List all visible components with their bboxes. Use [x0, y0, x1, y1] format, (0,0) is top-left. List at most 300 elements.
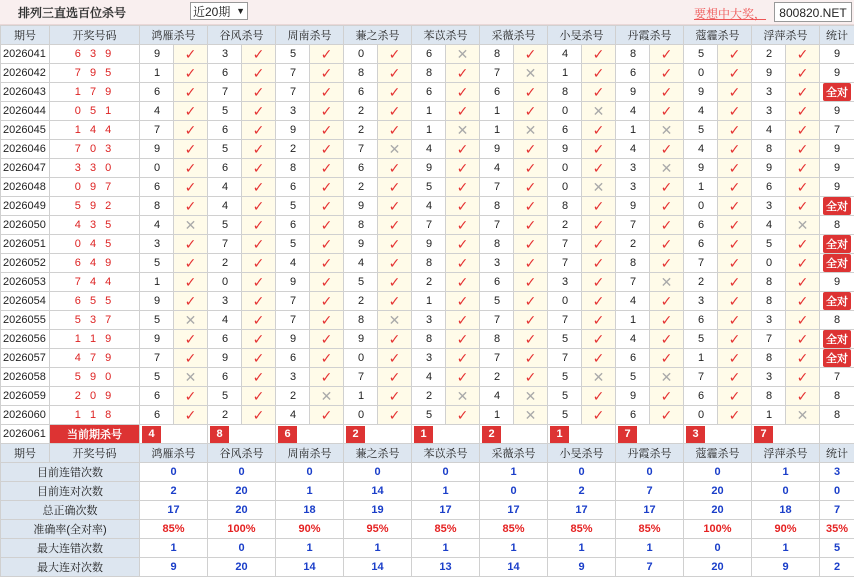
kill-number-cell: 8	[752, 140, 786, 159]
kill-number-cell: 9	[684, 83, 718, 102]
kill-number-cell: 1	[684, 349, 718, 368]
kill-number-cell: 2	[208, 254, 242, 273]
stat-cell: 9	[820, 102, 854, 121]
stat-cell	[820, 197, 854, 216]
kill-number-cell: 9	[140, 45, 174, 64]
check-icon: ✓	[174, 254, 208, 273]
kill-number-cell: 0	[344, 45, 378, 64]
kill-number-cell: 4	[616, 102, 650, 121]
check-icon: ✓	[242, 254, 276, 273]
stat-cell: 9	[820, 273, 854, 292]
kill-number-cell: 8	[752, 349, 786, 368]
summary-col-expert: 鸿雁杀号	[140, 444, 208, 463]
check-icon: ✓	[310, 368, 344, 387]
kill-number-cell: 3	[548, 273, 582, 292]
all-correct-badge: 全对	[823, 83, 851, 101]
issue-cell: 2026051	[1, 235, 50, 254]
summary-row	[1, 482, 854, 501]
current-kill-cell	[480, 425, 548, 444]
kill-number-cell: 5	[684, 121, 718, 140]
kill-number-cell: 6	[480, 273, 514, 292]
check-icon: ✓	[378, 349, 412, 368]
summary-value: 85%	[616, 520, 684, 539]
check-icon: ✓	[310, 178, 344, 197]
kill-number-cell: 1	[344, 387, 378, 406]
draw-number-cell: 6 5 5	[50, 292, 140, 311]
check-icon: ✓	[786, 235, 820, 254]
kill-number-cell: 5	[412, 406, 446, 425]
check-icon: ✓	[446, 178, 480, 197]
kill-number-cell: 9	[276, 121, 310, 140]
kill-number-cell: 7	[344, 140, 378, 159]
cross-icon: ✕	[174, 368, 208, 387]
kill-number-cell: 7	[140, 121, 174, 140]
check-icon: ✓	[786, 140, 820, 159]
col-header-issue: 期号	[1, 26, 50, 45]
kill-number-cell: 6	[208, 121, 242, 140]
check-icon: ✓	[378, 216, 412, 235]
kill-number-cell: 3	[752, 102, 786, 121]
check-icon: ✓	[310, 254, 344, 273]
kill-number-cell: 3	[140, 235, 174, 254]
kill-number-cell: 4	[276, 254, 310, 273]
stat-cell	[820, 83, 854, 102]
check-icon: ✓	[242, 216, 276, 235]
kill-number-cell: 8	[480, 235, 514, 254]
kill-number-cell: 2	[548, 216, 582, 235]
summary-value: 0	[752, 482, 820, 501]
table-row	[1, 387, 854, 406]
summary-value: 17	[412, 501, 480, 520]
kill-number-cell: 1	[412, 102, 446, 121]
check-icon: ✓	[242, 235, 276, 254]
check-icon: ✓	[446, 273, 480, 292]
stat-cell: 8	[820, 406, 854, 425]
draw-number-cell: 0 5 1	[50, 102, 140, 121]
check-icon: ✓	[446, 102, 480, 121]
kill-number-cell: 3	[752, 83, 786, 102]
kill-number-cell: 4	[548, 45, 582, 64]
kill-number-cell: 3	[616, 178, 650, 197]
check-icon: ✓	[310, 159, 344, 178]
kill-number-cell: 6	[208, 330, 242, 349]
check-icon: ✓	[446, 140, 480, 159]
kill-number-cell: 9	[208, 349, 242, 368]
draw-number-cell: 4 3 5	[50, 216, 140, 235]
summary-value: 0	[412, 463, 480, 482]
check-icon: ✓	[378, 292, 412, 311]
check-icon: ✓	[718, 64, 752, 83]
draw-number-cell: 5 3 7	[50, 311, 140, 330]
kill-number-cell: 2	[616, 235, 650, 254]
kill-number-cell: 7	[480, 311, 514, 330]
check-icon: ✓	[718, 235, 752, 254]
check-icon: ✓	[718, 406, 752, 425]
kill-number-cell: 6	[684, 216, 718, 235]
check-icon: ✓	[310, 406, 344, 425]
kill-number-cell: 8	[480, 45, 514, 64]
summary-value: 0	[140, 463, 208, 482]
kill-number-cell: 8	[752, 273, 786, 292]
kill-number-cell: 9	[684, 159, 718, 178]
kill-number-cell: 7	[208, 235, 242, 254]
period-select[interactable]	[190, 2, 248, 20]
check-icon: ✓	[514, 140, 548, 159]
kill-number-cell: 0	[344, 406, 378, 425]
check-icon: ✓	[514, 45, 548, 64]
check-icon: ✓	[786, 45, 820, 64]
summary-value: 0	[616, 463, 684, 482]
cross-icon: ✕	[174, 216, 208, 235]
summary-value: 20	[208, 482, 276, 501]
kill-number-cell: 9	[344, 235, 378, 254]
check-icon: ✓	[786, 102, 820, 121]
stat-cell: 9	[820, 178, 854, 197]
kill-number-cell: 1	[412, 121, 446, 140]
kill-number-cell: 6	[140, 387, 174, 406]
page-title: 排列三直选百位杀号	[18, 6, 127, 20]
kill-number-cell: 6	[412, 83, 446, 102]
summary-col-expert: 采薇杀号	[480, 444, 548, 463]
table-row	[1, 83, 854, 102]
kill-number-cell: 9	[140, 140, 174, 159]
check-icon: ✓	[582, 140, 616, 159]
kill-number-cell: 2	[412, 387, 446, 406]
check-icon: ✓	[378, 406, 412, 425]
kill-number-cell: 1	[140, 64, 174, 83]
check-icon: ✓	[446, 311, 480, 330]
summary-value: 0	[276, 463, 344, 482]
summary-value: 18	[276, 501, 344, 520]
current-kill-cell	[548, 425, 616, 444]
kill-number-cell: 0	[684, 406, 718, 425]
check-icon: ✓	[514, 83, 548, 102]
check-icon: ✓	[650, 292, 684, 311]
draw-number-cell: 1 7 9	[50, 83, 140, 102]
kill-number-cell: 2	[684, 273, 718, 292]
kill-number-cell: 3	[276, 102, 310, 121]
check-icon: ✓	[378, 235, 412, 254]
check-icon: ✓	[718, 178, 752, 197]
kill-number-cell: 2	[480, 368, 514, 387]
issue-cell: 2026060	[1, 406, 50, 425]
summary-value: 20	[208, 501, 276, 520]
check-icon: ✓	[174, 273, 208, 292]
check-icon: ✓	[242, 273, 276, 292]
kill-number-cell: 9	[752, 159, 786, 178]
summary-stat-value: 3	[820, 463, 854, 482]
kill-number-cell: 1	[412, 292, 446, 311]
cross-icon: ✕	[514, 406, 548, 425]
check-icon: ✓	[718, 83, 752, 102]
check-icon: ✓	[650, 216, 684, 235]
all-correct-badge: 全对	[823, 349, 851, 367]
summary-value: 7	[616, 482, 684, 501]
check-icon: ✓	[786, 159, 820, 178]
stat-cell: 8	[820, 387, 854, 406]
check-icon: ✓	[650, 64, 684, 83]
summary-row	[1, 463, 854, 482]
check-icon: ✓	[446, 159, 480, 178]
all-correct-badge: 全对	[823, 197, 851, 215]
period-select-value: 近20期	[193, 5, 231, 19]
issue-cell: 2026041	[1, 45, 50, 64]
all-correct-badge: 全对	[823, 254, 851, 272]
check-icon: ✓	[718, 273, 752, 292]
col-header-expert: 鸿雁杀号	[140, 26, 208, 45]
check-icon: ✓	[174, 349, 208, 368]
kill-number-cell: 2	[344, 292, 378, 311]
kill-number-cell: 8	[752, 387, 786, 406]
col-header-expert: 浮萍杀号	[752, 26, 820, 45]
check-icon: ✓	[514, 292, 548, 311]
col-header-draw: 开奖号码	[50, 26, 140, 45]
summary-value: 7	[616, 558, 684, 577]
kill-number-cell: 0	[684, 197, 718, 216]
kill-number-cell: 6	[276, 216, 310, 235]
summary-value: 18	[752, 501, 820, 520]
col-header-expert: 小旻杀号	[548, 26, 616, 45]
issue-cell: 2026046	[1, 140, 50, 159]
kill-number-cell: 1	[616, 311, 650, 330]
cross-icon: ✕	[378, 311, 412, 330]
kill-number-cell: 4	[480, 387, 514, 406]
issue-cell: 2026042	[1, 64, 50, 83]
check-icon: ✓	[310, 197, 344, 216]
summary-value: 1	[616, 539, 684, 558]
check-icon: ✓	[786, 387, 820, 406]
summary-value: 2	[548, 482, 616, 501]
cross-icon: ✕	[514, 64, 548, 83]
summary-value: 0	[684, 463, 752, 482]
summary-value: 100%	[208, 520, 276, 539]
stat-cell	[820, 235, 854, 254]
check-icon: ✓	[310, 64, 344, 83]
check-icon: ✓	[242, 330, 276, 349]
kill-number-cell: 5	[140, 311, 174, 330]
draw-number-cell: 1 1 8	[50, 406, 140, 425]
check-icon: ✓	[378, 254, 412, 273]
cross-icon: ✕	[174, 311, 208, 330]
check-icon: ✓	[786, 330, 820, 349]
all-correct-badge: 全对	[823, 292, 851, 310]
check-icon: ✓	[446, 197, 480, 216]
kill-number-cell: 8	[344, 64, 378, 83]
check-icon: ✓	[718, 349, 752, 368]
kill-number-cell: 7	[140, 349, 174, 368]
table-row	[1, 216, 854, 235]
kill-number-cell: 6	[140, 406, 174, 425]
summary-col-expert: 蒹之杀号	[344, 444, 412, 463]
all-correct-badge: 全对	[823, 235, 851, 253]
kill-number-cell: 6	[344, 83, 378, 102]
kill-number-cell: 3	[276, 368, 310, 387]
check-icon: ✓	[378, 64, 412, 83]
check-icon: ✓	[446, 254, 480, 273]
kill-number-cell: 2	[344, 102, 378, 121]
current-kill-cell	[412, 425, 480, 444]
summary-value: 85%	[412, 520, 480, 539]
stat-cell: 9	[820, 159, 854, 178]
kill-number-cell: 6	[684, 311, 718, 330]
kill-number-cell: 5	[684, 45, 718, 64]
check-icon: ✓	[310, 140, 344, 159]
summary-value: 19	[344, 501, 412, 520]
draw-number-cell: 5 9 0	[50, 368, 140, 387]
kill-number-cell: 8	[616, 254, 650, 273]
current-kill-badge: 3	[686, 426, 705, 443]
check-icon: ✓	[378, 368, 412, 387]
current-kill-badge: 6	[278, 426, 297, 443]
summary-value: 1	[480, 539, 548, 558]
kill-number-cell: 4	[140, 216, 174, 235]
summary-stat-value: 5	[820, 539, 854, 558]
check-icon: ✓	[582, 254, 616, 273]
check-icon: ✓	[650, 330, 684, 349]
col-header-expert: 周南杀号	[276, 26, 344, 45]
cross-icon: ✕	[446, 387, 480, 406]
check-icon: ✓	[174, 330, 208, 349]
kill-number-cell: 7	[412, 216, 446, 235]
summary-header-row	[1, 444, 854, 463]
summary-value: 1	[276, 539, 344, 558]
check-icon: ✓	[242, 102, 276, 121]
check-icon: ✓	[718, 121, 752, 140]
draw-number-cell: 0 9 7	[50, 178, 140, 197]
kill-number-cell: 1	[616, 121, 650, 140]
current-stat-cell	[820, 425, 854, 444]
kill-number-cell: 9	[276, 330, 310, 349]
summary-value: 17	[548, 501, 616, 520]
kill-number-cell: 8	[140, 197, 174, 216]
check-icon: ✓	[514, 178, 548, 197]
check-icon: ✓	[446, 349, 480, 368]
kill-number-cell: 6	[140, 83, 174, 102]
check-icon: ✓	[650, 45, 684, 64]
kill-number-cell: 7	[616, 273, 650, 292]
kill-number-cell: 2	[276, 140, 310, 159]
kill-number-cell: 7	[276, 292, 310, 311]
check-icon: ✓	[718, 159, 752, 178]
check-icon: ✓	[378, 102, 412, 121]
kill-number-cell: 2	[344, 178, 378, 197]
summary-label: 目前连错次数	[1, 463, 140, 482]
check-icon: ✓	[582, 311, 616, 330]
kill-number-cell: 7	[480, 349, 514, 368]
check-icon: ✓	[242, 121, 276, 140]
table-row	[1, 159, 854, 178]
table-row	[1, 254, 854, 273]
summary-value: 14	[276, 558, 344, 577]
check-icon: ✓	[514, 368, 548, 387]
kill-number-cell: 9	[752, 64, 786, 83]
issue-cell: 2026052	[1, 254, 50, 273]
kill-number-cell: 4	[616, 330, 650, 349]
kill-number-cell: 5	[208, 140, 242, 159]
draw-number-cell: 1 1 9	[50, 330, 140, 349]
kill-number-cell: 3	[412, 311, 446, 330]
kill-number-cell: 0	[752, 254, 786, 273]
check-icon: ✓	[242, 45, 276, 64]
check-icon: ✓	[514, 197, 548, 216]
kill-number-cell: 5	[208, 102, 242, 121]
check-icon: ✓	[514, 102, 548, 121]
check-icon: ✓	[786, 273, 820, 292]
check-icon: ✓	[378, 178, 412, 197]
col-header-expert: 蒹之杀号	[344, 26, 412, 45]
table-row	[1, 273, 854, 292]
table-row	[1, 349, 854, 368]
top-bar	[0, 0, 854, 25]
check-icon: ✓	[310, 45, 344, 64]
check-icon: ✓	[786, 178, 820, 197]
issue-cell: 2026055	[1, 311, 50, 330]
promo-link[interactable]: 要想中大奖，	[694, 7, 767, 21]
kill-number-cell: 5	[616, 368, 650, 387]
summary-value: 20	[684, 501, 752, 520]
current-kill-cell	[208, 425, 276, 444]
kill-number-cell: 6	[616, 64, 650, 83]
summary-stat-value: 35%	[820, 520, 854, 539]
chevron-down-icon: ▼	[236, 6, 245, 16]
check-icon: ✓	[786, 349, 820, 368]
kill-number-cell: 2	[208, 406, 242, 425]
stat-cell	[820, 254, 854, 273]
kill-number-cell: 5	[208, 387, 242, 406]
summary-value: 1	[548, 539, 616, 558]
kill-number-cell: 7	[684, 254, 718, 273]
kill-number-cell: 3	[616, 159, 650, 178]
check-icon: ✓	[446, 235, 480, 254]
check-icon: ✓	[582, 197, 616, 216]
kill-number-cell: 5	[276, 197, 310, 216]
summary-value: 90%	[276, 520, 344, 539]
stat-cell	[820, 292, 854, 311]
check-icon: ✓	[446, 64, 480, 83]
summary-value: 1	[480, 463, 548, 482]
kill-number-cell: 2	[276, 387, 310, 406]
cross-icon: ✕	[650, 368, 684, 387]
summary-value: 85%	[548, 520, 616, 539]
kill-number-cell: 4	[684, 102, 718, 121]
check-icon: ✓	[582, 406, 616, 425]
kill-number-cell: 8	[344, 311, 378, 330]
check-icon: ✓	[378, 387, 412, 406]
draw-number-cell: 7 0 3	[50, 140, 140, 159]
check-icon: ✓	[174, 292, 208, 311]
summary-col-expert: 小旻杀号	[548, 444, 616, 463]
kill-number-cell: 9	[616, 197, 650, 216]
draw-number-cell: 6 3 9	[50, 45, 140, 64]
kill-number-cell: 4	[208, 311, 242, 330]
kill-number-cell: 3	[412, 349, 446, 368]
current-kill-badge: 4	[142, 426, 161, 443]
table-row	[1, 311, 854, 330]
current-kill-badge: 8	[210, 426, 229, 443]
check-icon: ✓	[174, 83, 208, 102]
check-icon: ✓	[378, 197, 412, 216]
current-kill-cell	[344, 425, 412, 444]
summary-value: 17	[480, 501, 548, 520]
kill-number-cell: 0	[548, 102, 582, 121]
table-row	[1, 235, 854, 254]
kill-number-cell: 1	[548, 64, 582, 83]
check-icon: ✓	[174, 235, 208, 254]
check-icon: ✓	[174, 102, 208, 121]
check-icon: ✓	[718, 311, 752, 330]
check-icon: ✓	[242, 64, 276, 83]
kill-number-cell: 8	[412, 64, 446, 83]
